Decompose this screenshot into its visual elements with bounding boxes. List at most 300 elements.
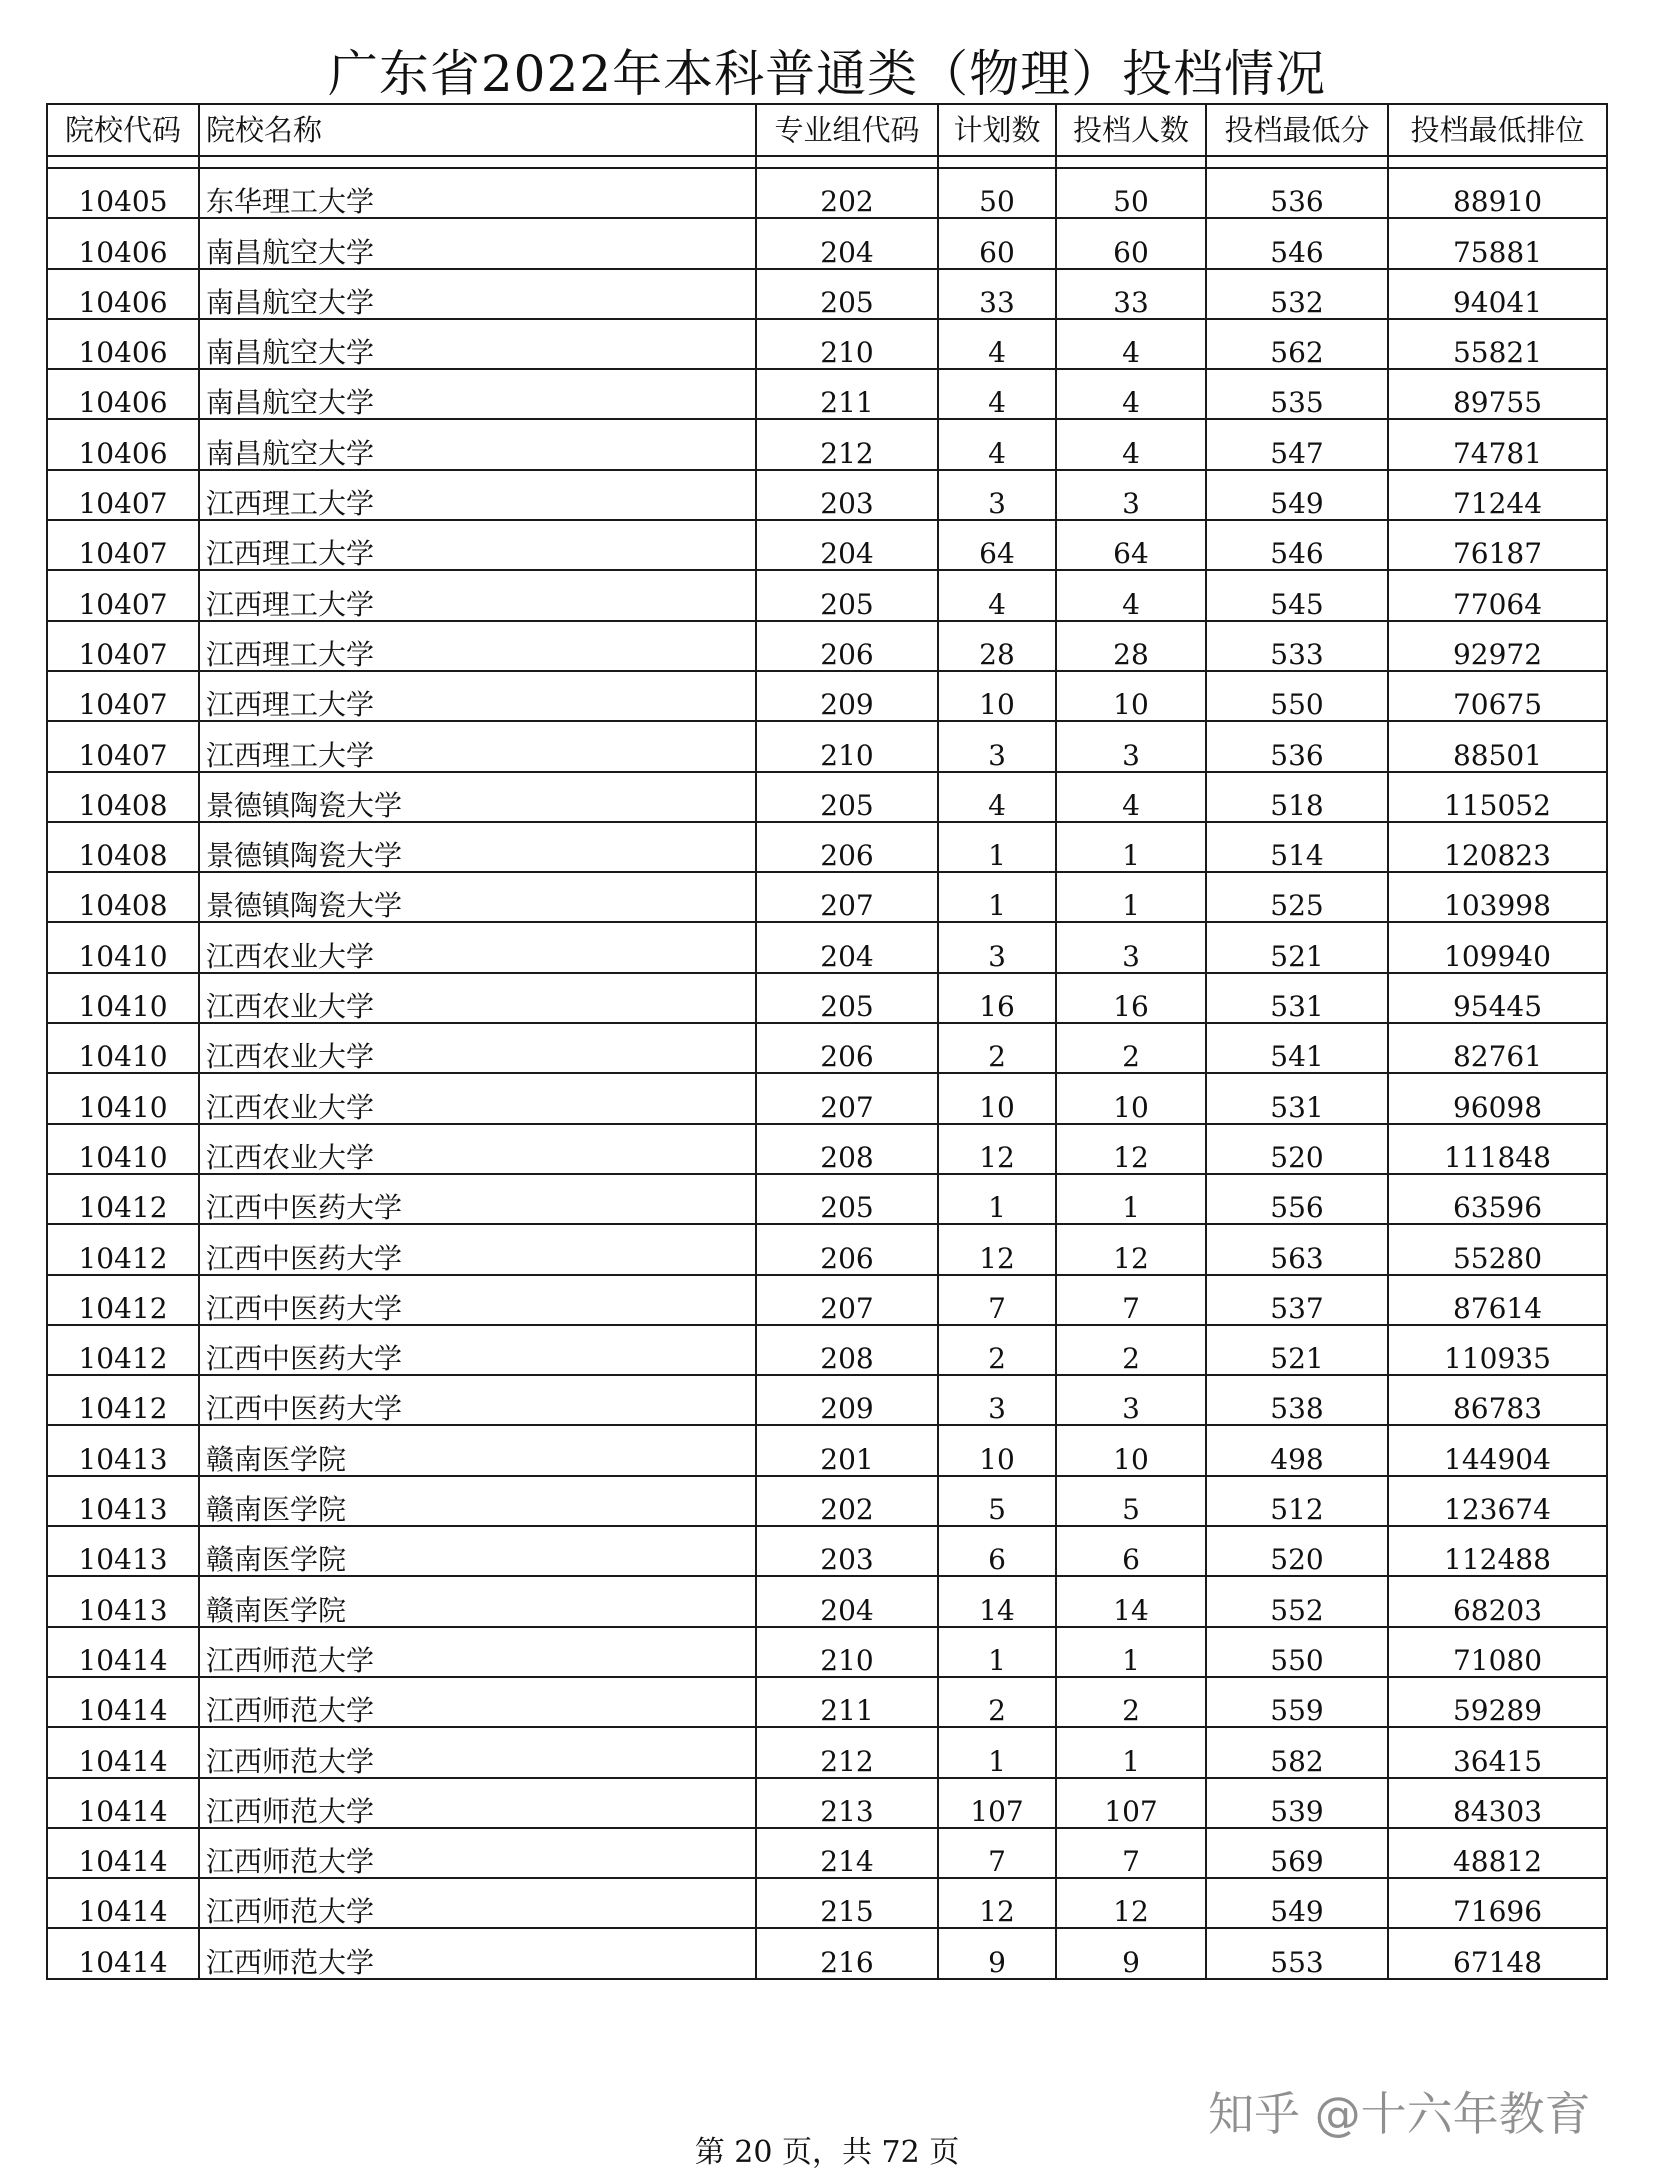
cell-min-score: 556 [1206,1174,1388,1224]
cell-admitted-count: 10 [1056,1425,1206,1475]
header-row [47,104,1607,156]
cell-school-name: 江西理工大学 [199,470,756,520]
cell-admitted-count: 10 [1056,1073,1206,1123]
cell-school-code: 10413 [47,1476,199,1526]
cell-group-code: 206 [756,621,938,671]
table-row [47,1275,1607,1325]
cell-school-name: 江西中医药大学 [199,1224,756,1274]
cell-school-name: 江西师范大学 [199,1778,756,1828]
cell-admitted-count: 1 [1056,872,1206,922]
table-row [47,1727,1607,1777]
cell-school-code: 10407 [47,671,199,721]
cell-group-code: 212 [756,1727,938,1777]
cell-group-code: 208 [756,1124,938,1174]
cell-min-score: 537 [1206,1275,1388,1325]
cell-plan-count: 1 [938,1627,1056,1677]
page-title: 广东省2022年本科普通类（物理）投档情况 [327,45,1327,103]
cell-admitted-count: 12 [1056,1124,1206,1174]
cell-admitted-count: 7 [1056,1275,1206,1325]
cell-school-code: 10412 [47,1375,199,1425]
cell-min-score: 521 [1206,922,1388,972]
cell-admitted-count: 33 [1056,269,1206,319]
cell-min-rank: 82761 [1388,1023,1607,1073]
cell-min-score: 532 [1206,269,1388,319]
cell-min-score: 549 [1206,470,1388,520]
cell-school-code: 10414 [47,1677,199,1727]
cell-group-code: 210 [756,319,938,369]
cell-school-name: 江西农业大学 [199,1073,756,1123]
cell-school-code: 10410 [47,922,199,972]
cell-admitted-count: 4 [1056,319,1206,369]
cell-plan-count: 10 [938,1073,1056,1123]
cell-plan-count: 4 [938,319,1056,369]
cell-plan-count: 6 [938,1526,1056,1576]
cell-plan-count: 4 [938,369,1056,419]
cell-min-rank: 71696 [1388,1878,1607,1928]
cell-min-rank: 86783 [1388,1375,1607,1425]
cell-min-rank: 92972 [1388,621,1607,671]
table-row [47,319,1607,369]
cell-min-score: 539 [1206,1778,1388,1828]
cell-admitted-count: 107 [1056,1778,1206,1828]
cell-admitted-count: 4 [1056,369,1206,419]
cell-school-name: 江西中医药大学 [199,1275,756,1325]
cell-school-name: 景德镇陶瓷大学 [199,772,756,822]
cell-group-code: 212 [756,419,938,469]
cell-admitted-count: 60 [1056,218,1206,268]
table-row [47,570,1607,620]
cell-school-name: 江西理工大学 [199,621,756,671]
table-header [47,104,1607,156]
cell-min-score: 498 [1206,1425,1388,1475]
cell-min-score: 549 [1206,1878,1388,1928]
cell-plan-count: 12 [938,1124,1056,1174]
cell-plan-count: 4 [938,570,1056,620]
cell-min-rank: 88910 [1388,168,1607,218]
cell-school-name: 江西农业大学 [199,973,756,1023]
cell-admitted-count: 3 [1056,721,1206,771]
cell-school-name: 南昌航空大学 [199,369,756,419]
cell-group-code: 202 [756,1476,938,1526]
cell-min-score: 521 [1206,1325,1388,1375]
cell-plan-count: 2 [938,1023,1056,1073]
cell-min-rank: 115052 [1388,772,1607,822]
cell-group-code: 201 [756,1425,938,1475]
cell-group-code: 211 [756,369,938,419]
cell-min-rank: 84303 [1388,1778,1607,1828]
table-row [47,872,1607,922]
cell-school-code: 10406 [47,218,199,268]
cell-school-code: 10410 [47,973,199,1023]
cell-group-code: 203 [756,1526,938,1576]
cell-group-code: 207 [756,872,938,922]
cell-plan-count: 7 [938,1828,1056,1878]
cell-school-code: 10408 [47,822,199,872]
cell-min-score: 546 [1206,218,1388,268]
cell-school-name: 江西理工大学 [199,721,756,771]
table-row [47,1325,1607,1375]
cell-school-name: 江西中医药大学 [199,1375,756,1425]
cell-school-code: 10414 [47,1828,199,1878]
cell-admitted-count: 1 [1056,822,1206,872]
table-row [47,922,1607,972]
table-row [47,1778,1607,1828]
cell-min-score: 550 [1206,671,1388,721]
cell-admitted-count: 4 [1056,570,1206,620]
table-row [47,1425,1607,1475]
cell-school-name: 江西师范大学 [199,1878,756,1928]
table-row [47,269,1607,319]
cell-group-code: 210 [756,1627,938,1677]
cell-plan-count: 4 [938,419,1056,469]
table-row [47,1375,1607,1425]
cell-plan-count: 1 [938,1174,1056,1224]
table-row [47,520,1607,570]
cell-plan-count: 5 [938,1476,1056,1526]
cell-school-code: 10406 [47,269,199,319]
cell-school-name: 南昌航空大学 [199,269,756,319]
cell-school-code: 10406 [47,319,199,369]
table-row [47,1023,1607,1073]
cell-school-code: 10410 [47,1073,199,1123]
cell-group-code: 216 [756,1928,938,1978]
cell-school-name: 景德镇陶瓷大学 [199,822,756,872]
cell-min-rank: 67148 [1388,1928,1607,1978]
cell-min-rank: 74781 [1388,419,1607,469]
cell-group-code: 204 [756,520,938,570]
cell-min-score: 533 [1206,621,1388,671]
cell-admitted-count: 3 [1056,922,1206,972]
cell-min-score: 547 [1206,419,1388,469]
cell-school-code: 10412 [47,1275,199,1325]
table-row [47,369,1607,419]
cell-min-rank: 70675 [1388,671,1607,721]
cell-min-score: 520 [1206,1124,1388,1174]
cell-school-code: 10413 [47,1576,199,1626]
cell-min-score: 559 [1206,1677,1388,1727]
cell-admitted-count: 12 [1056,1224,1206,1274]
cell-school-name: 江西师范大学 [199,1627,756,1677]
cell-group-code: 206 [756,1224,938,1274]
cell-min-rank: 71080 [1388,1627,1607,1677]
cell-school-name: 江西理工大学 [199,520,756,570]
cell-plan-count: 107 [938,1778,1056,1828]
header-min-score: 投档最低分 [1206,104,1388,156]
cell-school-code: 10407 [47,470,199,520]
table-row [47,1576,1607,1626]
cell-group-code: 207 [756,1073,938,1123]
cell-admitted-count: 50 [1056,168,1206,218]
table-row [47,1526,1607,1576]
cell-plan-count: 4 [938,772,1056,822]
cell-min-score: 536 [1206,721,1388,771]
cell-school-name: 景德镇陶瓷大学 [199,872,756,922]
cell-group-code: 215 [756,1878,938,1928]
cell-school-name: 南昌航空大学 [199,419,756,469]
cell-plan-count: 3 [938,721,1056,771]
cell-min-score: 569 [1206,1828,1388,1878]
cell-group-code: 205 [756,1174,938,1224]
cell-min-score: 553 [1206,1928,1388,1978]
cell-admitted-count: 4 [1056,419,1206,469]
cell-min-rank: 112488 [1388,1526,1607,1576]
cell-min-score: 582 [1206,1727,1388,1777]
cell-min-score: 536 [1206,168,1388,218]
cell-min-rank: 89755 [1388,369,1607,419]
table-row [47,973,1607,1023]
table-row [47,218,1607,268]
cell-admitted-count: 3 [1056,1375,1206,1425]
cell-school-name: 江西农业大学 [199,1124,756,1174]
table-row [47,1878,1607,1928]
cell-school-name: 江西师范大学 [199,1928,756,1978]
cell-group-code: 206 [756,822,938,872]
table-row [47,822,1607,872]
cell-admitted-count: 1 [1056,1727,1206,1777]
header-min-rank: 投档最低排位 [1388,104,1607,156]
cell-school-name: 赣南医学院 [199,1476,756,1526]
cell-school-name: 江西师范大学 [199,1828,756,1878]
cell-plan-count: 33 [938,269,1056,319]
cell-min-score: 531 [1206,973,1388,1023]
cell-admitted-count: 9 [1056,1928,1206,1978]
cell-school-code: 10408 [47,872,199,922]
cell-admitted-count: 1 [1056,1627,1206,1677]
cell-plan-count: 64 [938,520,1056,570]
header-plan-count: 计划数 [938,104,1056,156]
cell-min-score: 525 [1206,872,1388,922]
cell-school-code: 10412 [47,1174,199,1224]
cell-min-rank: 110935 [1388,1325,1607,1375]
cell-plan-count: 3 [938,1375,1056,1425]
cell-min-score: 541 [1206,1023,1388,1073]
cell-school-code: 10414 [47,1928,199,1978]
cell-admitted-count: 10 [1056,671,1206,721]
cell-group-code: 210 [756,721,938,771]
admission-table [46,103,1608,1980]
cell-group-code: 204 [756,922,938,972]
cell-admitted-count: 2 [1056,1677,1206,1727]
cell-school-code: 10407 [47,621,199,671]
cell-group-code: 209 [756,671,938,721]
cell-admitted-count: 12 [1056,1878,1206,1928]
cell-min-rank: 87614 [1388,1275,1607,1325]
table-row [47,621,1607,671]
cell-min-rank: 123674 [1388,1476,1607,1526]
cell-school-name: 江西理工大学 [199,671,756,721]
cell-school-code: 10412 [47,1325,199,1375]
cell-min-rank: 63596 [1388,1174,1607,1224]
spacer-cell [1056,156,1206,168]
cell-school-name: 江西中医药大学 [199,1174,756,1224]
cell-school-code: 10407 [47,520,199,570]
spacer-cell [756,156,938,168]
cell-group-code: 205 [756,570,938,620]
cell-plan-count: 3 [938,470,1056,520]
cell-school-code: 10413 [47,1425,199,1475]
cell-min-rank: 75881 [1388,218,1607,268]
cell-admitted-count: 28 [1056,621,1206,671]
table-row [47,470,1607,520]
cell-min-rank: 88501 [1388,721,1607,771]
cell-school-name: 东华理工大学 [199,168,756,218]
cell-school-name: 江西中医药大学 [199,1325,756,1375]
table-row [47,168,1607,218]
cell-school-code: 10414 [47,1778,199,1828]
cell-school-name: 赣南医学院 [199,1425,756,1475]
table-row [47,1174,1607,1224]
cell-group-code: 203 [756,470,938,520]
cell-min-score: 512 [1206,1476,1388,1526]
cell-min-rank: 48812 [1388,1828,1607,1878]
cell-min-rank: 144904 [1388,1425,1607,1475]
cell-plan-count: 2 [938,1325,1056,1375]
spacer-cell [47,156,199,168]
cell-min-score: 563 [1206,1224,1388,1274]
watermark: 知乎 @十六年教育 [1208,2087,1591,2141]
cell-plan-count: 7 [938,1275,1056,1325]
cell-min-rank: 120823 [1388,822,1607,872]
cell-school-code: 10414 [47,1727,199,1777]
cell-min-rank: 55821 [1388,319,1607,369]
cell-admitted-count: 14 [1056,1576,1206,1626]
table-body [47,156,1607,1979]
cell-plan-count: 1 [938,1727,1056,1777]
cell-min-score: 535 [1206,369,1388,419]
cell-min-score: 538 [1206,1375,1388,1425]
cell-plan-count: 1 [938,822,1056,872]
cell-min-rank: 96098 [1388,1073,1607,1123]
cell-group-code: 204 [756,218,938,268]
cell-plan-count: 9 [938,1928,1056,1978]
table-row [47,721,1607,771]
cell-admitted-count: 64 [1056,520,1206,570]
table-row [47,1124,1607,1174]
cell-admitted-count: 2 [1056,1023,1206,1073]
cell-min-score: 562 [1206,319,1388,369]
cell-group-code: 207 [756,1275,938,1325]
cell-min-score: 550 [1206,1627,1388,1677]
header-school-code: 院校代码 [47,104,199,156]
spacer-cell [1388,156,1607,168]
cell-min-rank: 111848 [1388,1124,1607,1174]
cell-admitted-count: 6 [1056,1526,1206,1576]
cell-group-code: 213 [756,1778,938,1828]
cell-group-code: 204 [756,1576,938,1626]
cell-admitted-count: 3 [1056,470,1206,520]
cell-plan-count: 12 [938,1224,1056,1274]
cell-min-score: 518 [1206,772,1388,822]
cell-school-code: 10410 [47,1124,199,1174]
cell-min-rank: 95445 [1388,973,1607,1023]
table-row [47,1677,1607,1727]
cell-plan-count: 60 [938,218,1056,268]
table-row [47,1627,1607,1677]
cell-school-name: 江西理工大学 [199,570,756,620]
table-row [47,1224,1607,1274]
table-row [47,1476,1607,1526]
cell-min-score: 514 [1206,822,1388,872]
cell-min-rank: 94041 [1388,269,1607,319]
spacer-cell [938,156,1056,168]
cell-admitted-count: 5 [1056,1476,1206,1526]
table-row [47,1928,1607,1978]
cell-plan-count: 50 [938,168,1056,218]
cell-min-rank: 103998 [1388,872,1607,922]
cell-min-score: 552 [1206,1576,1388,1626]
cell-min-score: 546 [1206,520,1388,570]
table-row [47,1828,1607,1878]
header-group-code: 专业组代码 [756,104,938,156]
cell-plan-count: 10 [938,671,1056,721]
cell-min-rank: 109940 [1388,922,1607,972]
cell-group-code: 214 [756,1828,938,1878]
cell-school-code: 10413 [47,1526,199,1576]
cell-school-code: 10406 [47,369,199,419]
header-admitted-count: 投档人数 [1056,104,1206,156]
cell-school-code: 10406 [47,419,199,469]
header-school-name: 院校名称 [199,104,756,156]
cell-plan-count: 3 [938,922,1056,972]
page-footer: 第 20 页，共 72 页 [694,2135,960,2170]
cell-group-code: 208 [756,1325,938,1375]
cell-school-code: 10414 [47,1627,199,1677]
cell-admitted-count: 2 [1056,1325,1206,1375]
table-row [47,419,1607,469]
cell-school-name: 江西师范大学 [199,1677,756,1727]
cell-plan-count: 1 [938,872,1056,922]
cell-min-score: 520 [1206,1526,1388,1576]
cell-plan-count: 2 [938,1677,1056,1727]
cell-plan-count: 16 [938,973,1056,1023]
table-row [47,671,1607,721]
cell-group-code: 209 [756,1375,938,1425]
cell-group-code: 205 [756,269,938,319]
cell-school-name: 江西师范大学 [199,1727,756,1777]
cell-admitted-count: 7 [1056,1828,1206,1878]
cell-plan-count: 28 [938,621,1056,671]
cell-min-rank: 68203 [1388,1576,1607,1626]
cell-plan-count: 10 [938,1425,1056,1475]
cell-school-name: 赣南医学院 [199,1526,756,1576]
cell-min-rank: 77064 [1388,570,1607,620]
table-row [47,1073,1607,1123]
cell-school-code: 10414 [47,1878,199,1928]
cell-school-name: 南昌航空大学 [199,218,756,268]
cell-school-name: 江西农业大学 [199,922,756,972]
cell-group-code: 205 [756,973,938,1023]
cell-min-rank: 71244 [1388,470,1607,520]
table-row [47,772,1607,822]
cell-school-code: 10405 [47,168,199,218]
cell-school-code: 10407 [47,570,199,620]
cell-min-rank: 59289 [1388,1677,1607,1727]
cell-group-code: 202 [756,168,938,218]
spacer-cell [1206,156,1388,168]
cell-school-name: 赣南医学院 [199,1576,756,1626]
cell-min-rank: 76187 [1388,520,1607,570]
spacer-cell [199,156,756,168]
cell-school-name: 江西农业大学 [199,1023,756,1073]
cell-admitted-count: 16 [1056,973,1206,1023]
table-spacer-row [47,156,1607,168]
cell-group-code: 211 [756,1677,938,1727]
cell-min-score: 531 [1206,1073,1388,1123]
cell-admitted-count: 4 [1056,772,1206,822]
cell-min-rank: 36415 [1388,1727,1607,1777]
cell-school-name: 南昌航空大学 [199,319,756,369]
cell-plan-count: 14 [938,1576,1056,1626]
